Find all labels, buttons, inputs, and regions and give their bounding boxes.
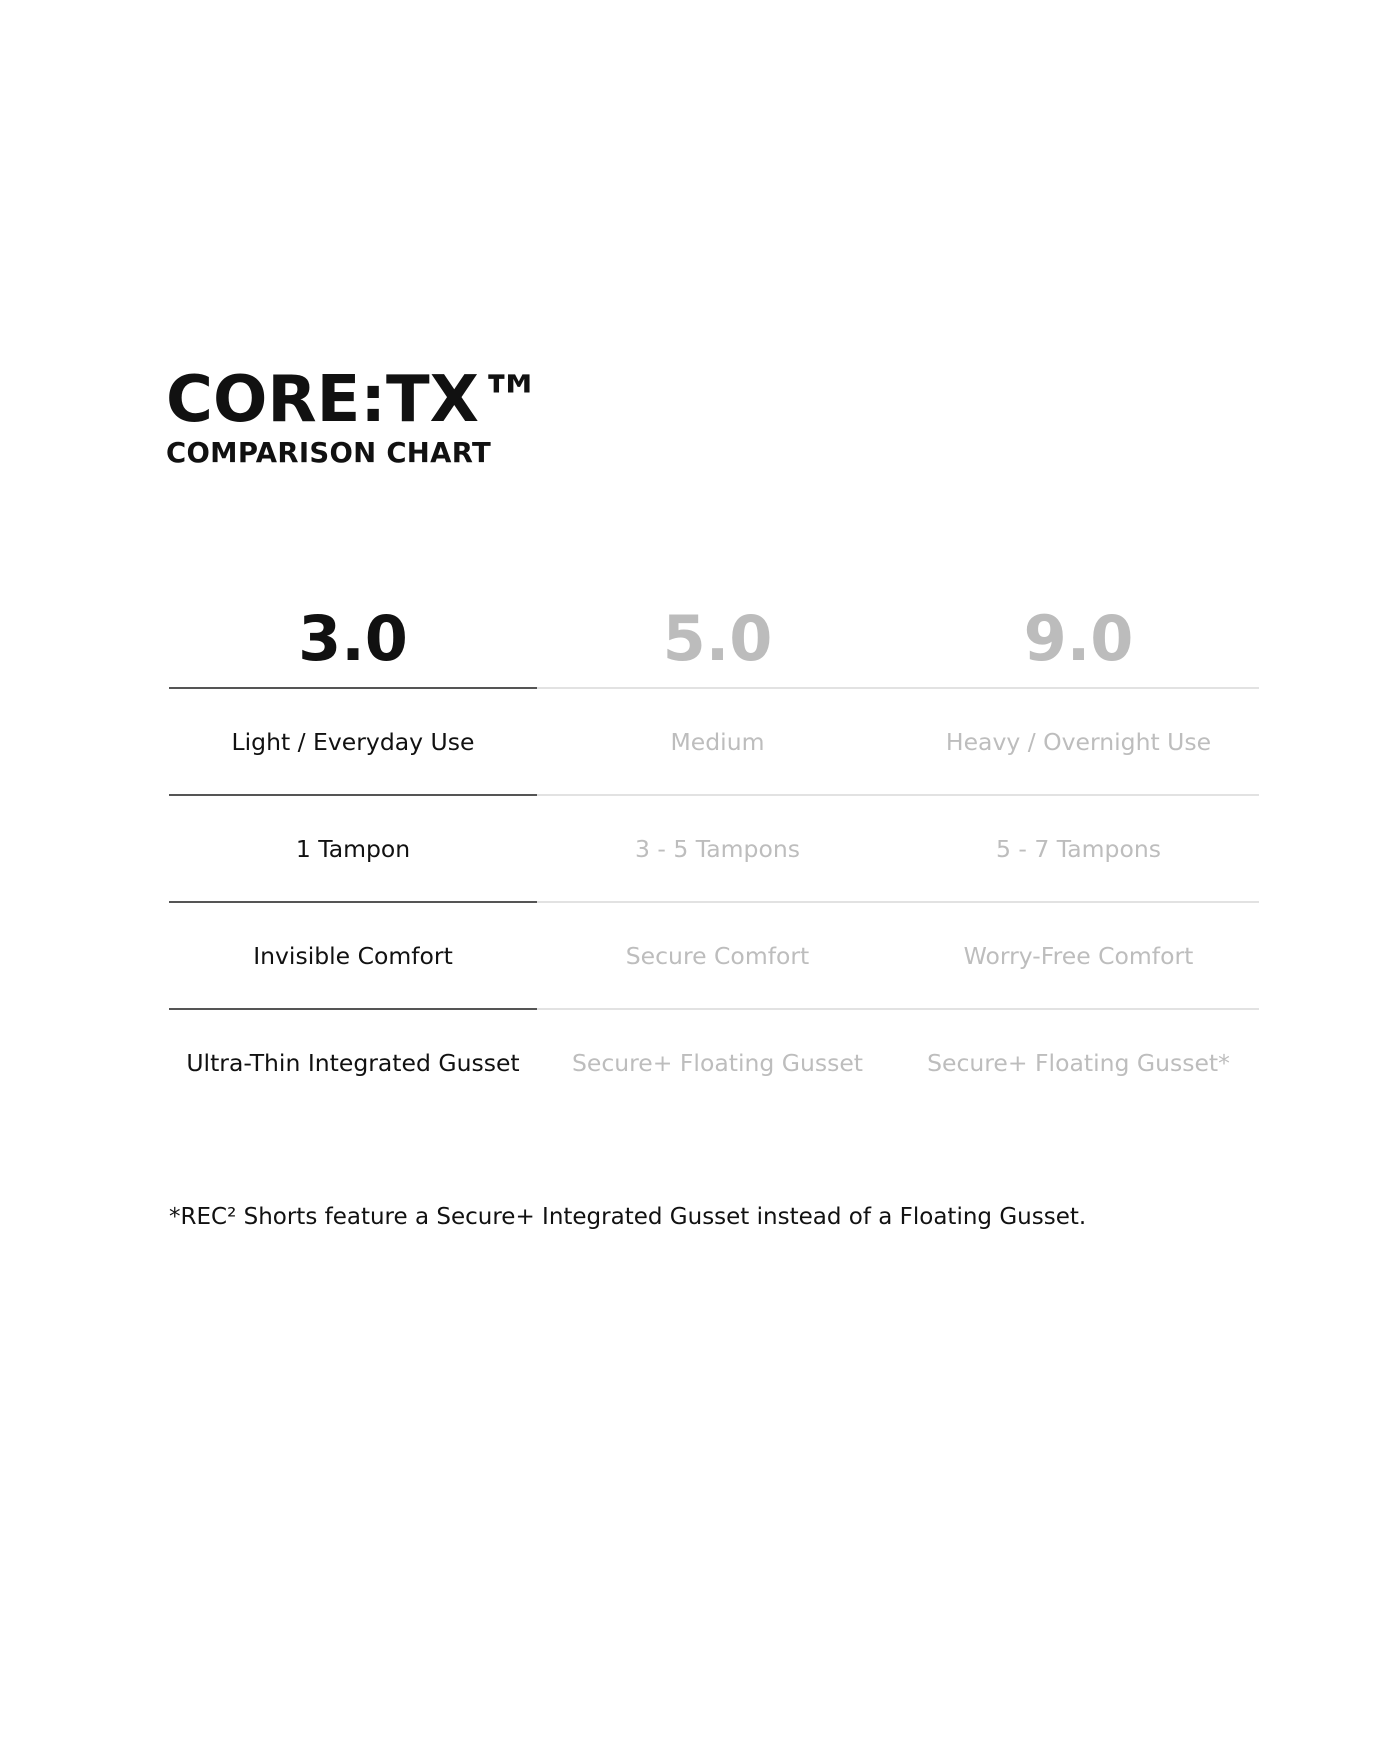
title-block [166,363,543,469]
gusset-cell-5-0: Secure+ Floating Gusset [537,1008,898,1115]
level-header-5-0: 5.0 [662,601,773,675]
comfort-cell-3-0: Invisible Comfort [169,901,537,1008]
chart-subtitle: COMPARISON CHART [166,437,491,469]
level-header-3-0: 3.0 [298,601,408,675]
level-header-9-0: 9.0 [1023,601,1134,675]
gusset-cell-9-0: Secure+ Floating Gusset* [898,1008,1259,1115]
comfort-cell-9-0: Worry-Free Comfort [898,901,1259,1008]
comparison-table [169,585,1259,1115]
absorbency-cell-5-0: 3 - 5 Tampons [537,794,898,901]
usage-cell-5-0: Medium [537,687,898,794]
usage-cell-3-0: Light / Everyday Use [169,687,537,794]
absorbency-cell-3-0: 1 Tampon [169,794,537,901]
footnote: *REC² Shorts feature a Secure+ Integrated Gusset instead of a Floating Gusset. [169,1204,1087,1230]
comfort-cell-5-0: Secure Comfort [537,901,898,1008]
gusset-cell-3-0: Ultra-Thin Integrated Gusset [169,1008,537,1115]
usage-cell-9-0: Heavy / Overnight Use [898,687,1259,794]
comparison-grid [169,585,1259,1115]
absorbency-cell-9-0: 5 - 7 Tampons [898,794,1259,901]
brand-title: CORE:TX™ [166,363,543,437]
